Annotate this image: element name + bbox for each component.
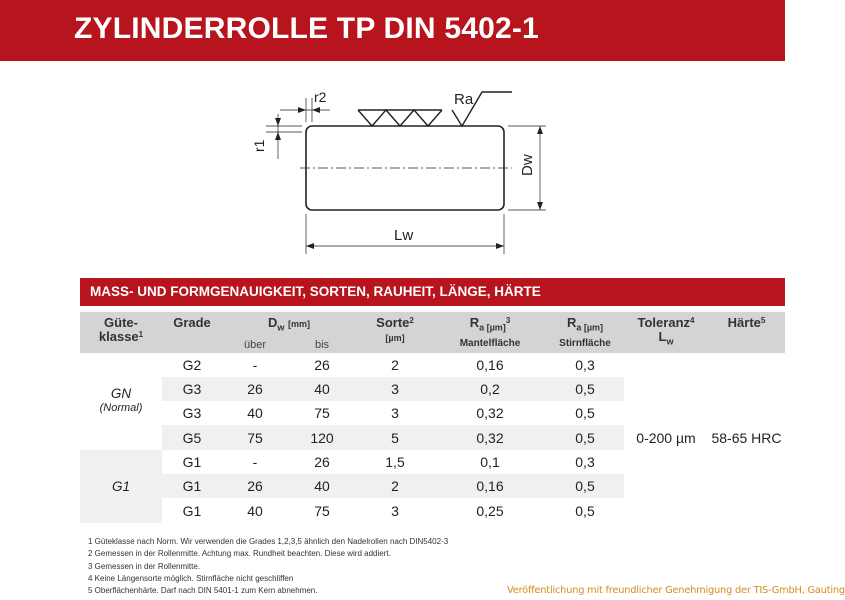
- roller-drawing: [250, 84, 550, 264]
- header-sorte: Sorte$^2$ [µm]: [356, 312, 434, 353]
- footnote: 5 Oberflächenhärte. Darf nach DIN 5401-1 zum Kern abnehmen.: [88, 586, 318, 596]
- gueteklasse-g1: G1: [80, 450, 162, 523]
- header-toleranz: Toleranz$^4$ $L_w$: [624, 312, 708, 353]
- footnote: 3 Gemessen in der Rollenmitte.: [88, 561, 201, 571]
- footnote: 2 Gemessen in der Rollenmitte. Achtung max. Rundheit beachten. Diese wird addiert.: [88, 549, 391, 559]
- label-r2: r2: [314, 89, 327, 105]
- footnote: 1 Güteklasse nach Norm. Wir verwenden die Grades 1,2,3,5 ähnlich den Nadelrollen nach DIN5402-3: [88, 537, 449, 546]
- label-r1: r1: [251, 139, 267, 152]
- header-bis: bis: [288, 335, 356, 353]
- table-row: G5 75 120 5 0,32 0,5: [80, 425, 785, 449]
- table-row: G1 40 75 3 0,25 0,5: [80, 498, 785, 522]
- label-dw: Dw: [519, 154, 536, 176]
- footnotes: [88, 536, 448, 597]
- header-ra-stirn: $R_{a [\mu m]}$ Stirnfläche: [546, 312, 624, 353]
- table-row: G3 26 40 3 0,2 0,5: [80, 377, 785, 401]
- section-title-bar: [80, 278, 785, 306]
- header-ra-mantel: $R_{a [\mu m]}^3$ Mantelfläche: [434, 312, 546, 353]
- title-bar: [0, 0, 785, 61]
- table-row: G3 40 75 3 0,32 0,5: [80, 401, 785, 425]
- spec-table: [80, 312, 785, 523]
- header-gueteklasse: Güte- klasse$^1$: [80, 312, 162, 353]
- header-haerte: Härte$^5$: [708, 312, 785, 353]
- header-ueber: über: [222, 335, 288, 353]
- haerte-value: 58-65 HRC: [708, 353, 785, 523]
- page-title: ZYLINDERROLLE TP DIN 5402-1: [74, 12, 539, 45]
- table-row: GN (Normal) G2 - 26 2 0,16 0,3 0-200 µm 58-65 HRC: [80, 353, 785, 377]
- section-title: MASS- UND FORMGENAUIGKEIT, SORTEN, RAUHEIT, LÄNGE, HÄRTE: [90, 284, 541, 299]
- toleranz-value: 0-200 µm: [624, 353, 708, 523]
- table-row: G1 26 40 2 0,16 0,5: [80, 474, 785, 498]
- footnote: 4 Keine Längensorte möglich. Stirnfläche nicht geschliffen: [88, 573, 294, 583]
- gueteklasse-gn: GN (Normal): [80, 353, 162, 450]
- header-dw: $D_w$ [mm]: [222, 312, 356, 335]
- table-row: G1 G1 - 26 1,5 0,1 0,3: [80, 450, 785, 474]
- header-grade: Grade: [162, 312, 222, 353]
- label-ra: Ra: [454, 91, 474, 108]
- credit-line: Veröffentlichung mit freundlicher Genehmigung der TIS-GmbH, Gauting: [507, 585, 845, 596]
- label-lw: Lw: [394, 227, 414, 244]
